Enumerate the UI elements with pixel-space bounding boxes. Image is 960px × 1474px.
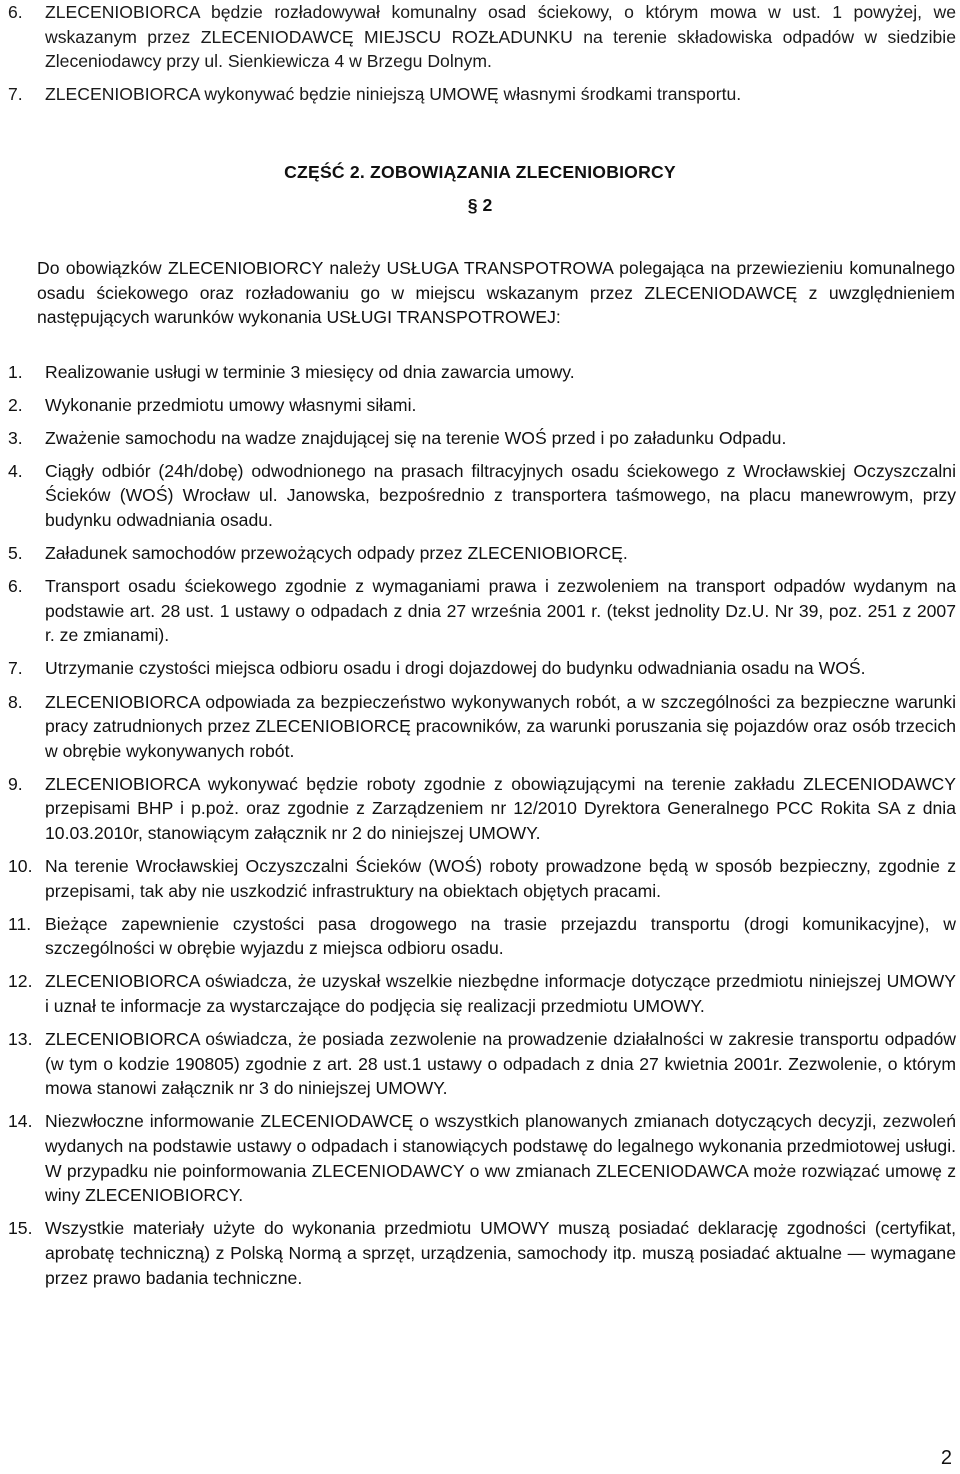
list-item-text: Na terenie Wrocławskiej Oczyszczalni Ścieków (WOŚ) roboty prowadzone będą w sposób bezpieczny, zgodnie z przepisami, tak aby nie uszkodzić infrastruktury na obiektach objętych pracami. xyxy=(45,856,956,901)
intro-paragraph: Do obowiązków ZLECENIOBIORCY należy USŁUGA TRANSPOTROWA polegająca na przewiezieniu komunalnego osadu ściekowego oraz rozładowaniu go w miejscu wskazanym przez ZLECENIODAWCĘ z uwzględnieniem następujących warunków wykonania USŁUGI TRANSPOTROWEJ: xyxy=(37,258,955,328)
list-item xyxy=(8,574,958,648)
list-item-text: ZLECENIOBIORCA oświadcza, że uzyskał wszelkie niezbędne informacje dotyczące przedmiotu niniejszej UMOWY i uznał te informacje za wystarczające do podjęcia się realizacji przedmiotu UMOWY. xyxy=(45,971,956,1017)
list-item xyxy=(8,912,958,961)
list-item-number: 5. xyxy=(8,543,23,564)
list-item xyxy=(8,541,958,566)
page-number: 2 xyxy=(940,1447,952,1469)
list-item-number: 15. xyxy=(8,1218,33,1239)
list-item-number: 6. xyxy=(8,2,23,22)
list-item-number: 12. xyxy=(8,971,33,992)
list-item-text: ZLECENIOBIORCA wykonywać będzie roboty zgodnie z obowiązującymi na terenie zakładu ZLECENIODAWCY przepisami BHP i p.poż. oraz zgodnie z Zarządzeniem nr 12/2010 Dyrektora Generalnego PCC Rokita SA z dnia 10.03.2010r, stanowiącym załącznik nr 2 do niniejszej UMOWY. xyxy=(45,773,956,843)
paragraph-number: § 2 xyxy=(467,195,493,215)
list-item xyxy=(8,854,958,903)
list-item-number: 2. xyxy=(8,394,23,415)
list-item xyxy=(8,360,958,385)
list-item-number: 4. xyxy=(8,460,23,481)
list-item-text: ZLECENIOBIORCA odpowiada za bezpieczeństwo wykonywanych robót, a w szczególności za bezpieczne warunki pracy zatrudnionych przez ZLECENIOBIORCĘ pracowników, za warunki poruszania się pojazdów oraz osób trzecich w obrębie wykonywanych robót. xyxy=(45,691,956,761)
list-item-number: 7. xyxy=(8,83,23,104)
list-item xyxy=(8,1027,958,1101)
list-item-number: 3. xyxy=(8,427,23,448)
list-item-text: Niezwłoczne informowanie ZLECENIODAWCĘ o wszystkich planowanych zmianach dotyczących decyzji, zezwoleń wydanych na podstawie ustawy o odpadach i stanowiących podstawę do legalnego wykonania przedmiotowej usługi. W przypadku nie poinformowania ZLECENIODAWCY o ww zmianach ZLECENIODAWCA może rozwiązać umowę z winy ZLECENIOBIORCY. xyxy=(45,1111,956,1206)
list-item xyxy=(8,426,958,451)
list-item xyxy=(8,1216,958,1290)
list-item xyxy=(8,772,958,846)
list-item-text: Załadunek samochodów przewożących odpady przez ZLECENIOBIORCĘ. xyxy=(45,543,628,564)
list-item-text: Ciągły odbiór (24h/dobę) odwodnionego na prasach filtracyjnych osadu ściekowego z Wrocławskiej Oczyszczalni Ścieków (WOŚ) Wrocław ul. Janowska, bezpośrednio z transportera taśmowego, na placu manewrowym, przy budynku odwadniania osadu. xyxy=(45,460,956,530)
list-item-text: Utrzymanie czystości miejsca odbioru osadu i drogi dojazdowej do budynku odwadniania osadu na WOŚ. xyxy=(45,658,866,679)
list-item-number: 13. xyxy=(8,1029,33,1050)
list-item-number: 9. xyxy=(8,773,23,794)
list-item-text: Realizowanie usługi w terminie 3 miesięcy od dnia zawarcia umowy. xyxy=(45,362,575,382)
continued-list xyxy=(8,0,958,106)
list-item-number: 1. xyxy=(8,362,23,382)
section-heading xyxy=(0,160,960,185)
list-item xyxy=(8,969,958,1018)
list-item-number: 10. xyxy=(8,856,33,877)
list-item xyxy=(8,393,958,418)
list-item-text: Transport osadu ściekowego zgodnie z wymaganiami prawa i zezwoleniem na transport odpadów wydanym na podstawie art. 28 ust. 1 ustawy o odpadach z dnia 27 września 2001 r. (tekst jednolity Dz.U. Nr 39, poz. 251 z 2007 r. ze zmianami). xyxy=(45,576,956,646)
list-item xyxy=(8,690,958,764)
section-heading-text: CZĘŚĆ 2. ZOBOWIĄZANIA ZLECENIOBIORCY xyxy=(284,162,676,182)
list-item xyxy=(8,1109,958,1207)
list-item-number: 11. xyxy=(8,913,32,934)
list-item-text: Wszystkie materiały użyte do wykonania przedmiotu UMOWY muszą posiadać deklarację zgodności (certyfikat, aprobatę techniczną) z Polską Normą a sprzęt, urządzenia, samochody itp. muszą posiadać aktualne — wymagane przez prawo badania techniczne. xyxy=(45,1218,956,1288)
list-item-text: ZLECENIOBIORCA wykonywać będzie niniejszą UMOWĘ własnymi środkami transportu. xyxy=(45,83,742,104)
list-item xyxy=(8,0,958,74)
list-item-number: 8. xyxy=(8,691,23,712)
obligations-list xyxy=(8,360,958,1299)
list-item-text: Zważenie samochodu na wadze znajdującej się na terenie WOŚ przed i po załadunku Odpadu. xyxy=(45,427,787,448)
list-item xyxy=(8,459,958,533)
list-item-number: 7. xyxy=(8,658,23,679)
list-item-text: Bieżące zapewnienie czystości pasa drogowego na trasie przejazdu transportu (drogi komunikacyjne), w szczególności w obrębie wyjazdu z miejsca odbioru osadu. xyxy=(45,913,956,959)
list-item xyxy=(8,656,958,681)
list-item-number: 14. xyxy=(8,1111,33,1132)
list-item-text: ZLECENIOBIORCA będzie rozładowywał komunalny osad ściekowy, o którym mowa w ust. 1 powyżej, we wskazanym przez ZLECENIODAWCĘ MIEJSCU ROZŁADUNKU na terenie składowiska odpadów w siedzibie Zleceniodawcy przy ul. Sienkiewicza 4 w Brzegu Dolnym. xyxy=(45,2,956,72)
list-item-text: Wykonanie przedmiotu umowy własnymi siłami. xyxy=(45,394,417,415)
list-item xyxy=(8,82,958,107)
list-item-text: ZLECENIOBIORCA oświadcza, że posiada zezwolenie na prowadzenie działalności w zakresie transportu odpadów (w tym o kodzie 190805) zgodnie z art. 28 ust.1 ustawy o odpadach z dnia 27 kwietnia 2001r. Zezwolenie, o którym mowa stanowi załącznik nr 3 do niniejszej UMOWY. xyxy=(45,1029,956,1099)
list-item-number: 6. xyxy=(8,576,23,597)
